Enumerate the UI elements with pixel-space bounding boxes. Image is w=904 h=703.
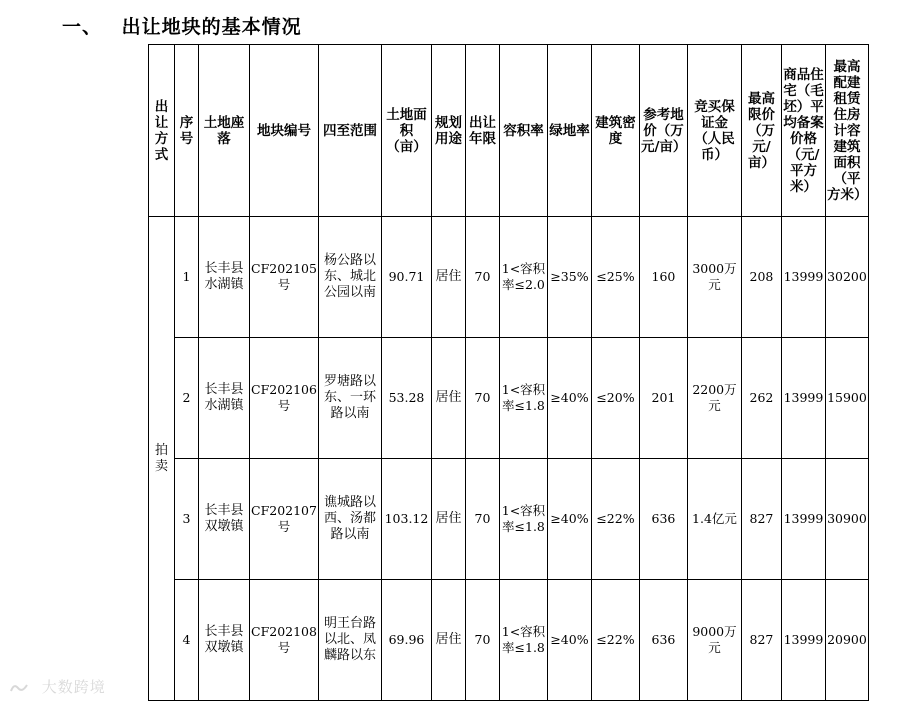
years-cell: 70	[465, 217, 499, 338]
deposit-cell: 1.4亿元	[687, 459, 741, 580]
rental-area-cell: 30200	[825, 217, 868, 338]
header-row	[149, 45, 869, 217]
avg-price-cell: 13999	[781, 217, 825, 338]
table-row	[149, 580, 869, 701]
boundary-cell: 明王台路以北、凤麟路以东	[318, 580, 381, 701]
section-heading	[62, 12, 302, 39]
header-cell: 竞买保证金（人民币）	[687, 45, 741, 217]
location-cell: 长丰县水湖镇	[199, 217, 250, 338]
header-cell: 最高限价（万元/亩）	[741, 45, 781, 217]
header-cell: 绿地率	[547, 45, 591, 217]
ref-price-cell: 636	[639, 459, 687, 580]
row-number: 2	[175, 338, 199, 459]
parcel-code-cell: CF202106号	[250, 338, 319, 459]
area-cell: 69.96	[381, 580, 431, 701]
header-cell: 土地座落	[199, 45, 250, 217]
green-rate-cell: ≥40%	[547, 580, 591, 701]
row-number: 4	[175, 580, 199, 701]
boundary-cell: 罗塘路以东、一环路以南	[318, 338, 381, 459]
header-cell: 出让年限	[465, 45, 499, 217]
watermark-logo-icon	[8, 681, 30, 695]
deposit-cell: 3000万元	[687, 217, 741, 338]
deposit-cell: 2200万元	[687, 338, 741, 459]
far-cell: 1<容积率≤2.0	[499, 217, 547, 338]
header-cell: 规划用途	[431, 45, 465, 217]
land-parcel-table	[148, 44, 869, 701]
green-rate-cell: ≥35%	[547, 217, 591, 338]
parcel-code-cell: CF202107号	[250, 459, 319, 580]
use-cell: 居住	[431, 217, 465, 338]
header-cell: 序号	[175, 45, 199, 217]
years-cell: 70	[465, 580, 499, 701]
header-cell: 参考地价（万元/亩）	[639, 45, 687, 217]
far-cell: 1<容积率≤1.8	[499, 459, 547, 580]
area-cell: 53.28	[381, 338, 431, 459]
max-price-cell: 827	[741, 580, 781, 701]
watermark	[8, 676, 106, 697]
table-row	[149, 459, 869, 580]
use-cell: 居住	[431, 459, 465, 580]
max-price-cell: 827	[741, 459, 781, 580]
density-cell: ≤25%	[591, 217, 639, 338]
ref-price-cell: 636	[639, 580, 687, 701]
years-cell: 70	[465, 459, 499, 580]
avg-price-cell: 13999	[781, 338, 825, 459]
density-cell: ≤22%	[591, 459, 639, 580]
green-rate-cell: ≥40%	[547, 338, 591, 459]
max-price-cell: 208	[741, 217, 781, 338]
header-cell: 四至范围	[318, 45, 381, 217]
max-price-cell: 262	[741, 338, 781, 459]
section-number: 一、	[62, 16, 103, 38]
header-cell: 商品住宅（毛坯）平均备案价格（元/平方米）	[781, 45, 825, 217]
header-cell: 出让方式	[149, 45, 175, 217]
row-number: 3	[175, 459, 199, 580]
row-number: 1	[175, 217, 199, 338]
location-cell: 长丰县双墩镇	[199, 580, 250, 701]
use-cell: 居住	[431, 580, 465, 701]
header-cell: 建筑密度	[591, 45, 639, 217]
rental-area-cell: 20900	[825, 580, 868, 701]
far-cell: 1<容积率≤1.8	[499, 338, 547, 459]
location-cell: 长丰县水湖镇	[199, 338, 250, 459]
density-cell: ≤22%	[591, 580, 639, 701]
boundary-cell: 杨公路以东、城北公园以南	[318, 217, 381, 338]
rental-area-cell: 15900	[825, 338, 868, 459]
ref-price-cell: 201	[639, 338, 687, 459]
table-row	[149, 338, 869, 459]
watermark-text: 大数跨境	[41, 678, 106, 696]
table-row	[149, 217, 869, 338]
header-cell: 最高配建租赁住房计容建筑面积（平方米）	[825, 45, 868, 217]
density-cell: ≤20%	[591, 338, 639, 459]
parcel-code-cell: CF202105号	[250, 217, 319, 338]
area-cell: 103.12	[381, 459, 431, 580]
far-cell: 1<容积率≤1.8	[499, 580, 547, 701]
boundary-cell: 谯城路以西、汤都路以南	[318, 459, 381, 580]
rental-area-cell: 30900	[825, 459, 868, 580]
use-cell: 居住	[431, 338, 465, 459]
section-title: 出让地块的基本情况	[121, 16, 302, 38]
header-cell: 容积率	[499, 45, 547, 217]
area-cell: 90.71	[381, 217, 431, 338]
header-cell: 地块编号	[250, 45, 319, 217]
location-cell: 长丰县双墩镇	[199, 459, 250, 580]
deposit-cell: 9000万元	[687, 580, 741, 701]
ref-price-cell: 160	[639, 217, 687, 338]
avg-price-cell: 13999	[781, 580, 825, 701]
parcel-code-cell: CF202108号	[250, 580, 319, 701]
transfer-method-cell: 拍卖	[149, 217, 175, 701]
green-rate-cell: ≥40%	[547, 459, 591, 580]
header-cell: 土地面积（亩）	[381, 45, 431, 217]
avg-price-cell: 13999	[781, 459, 825, 580]
years-cell: 70	[465, 338, 499, 459]
